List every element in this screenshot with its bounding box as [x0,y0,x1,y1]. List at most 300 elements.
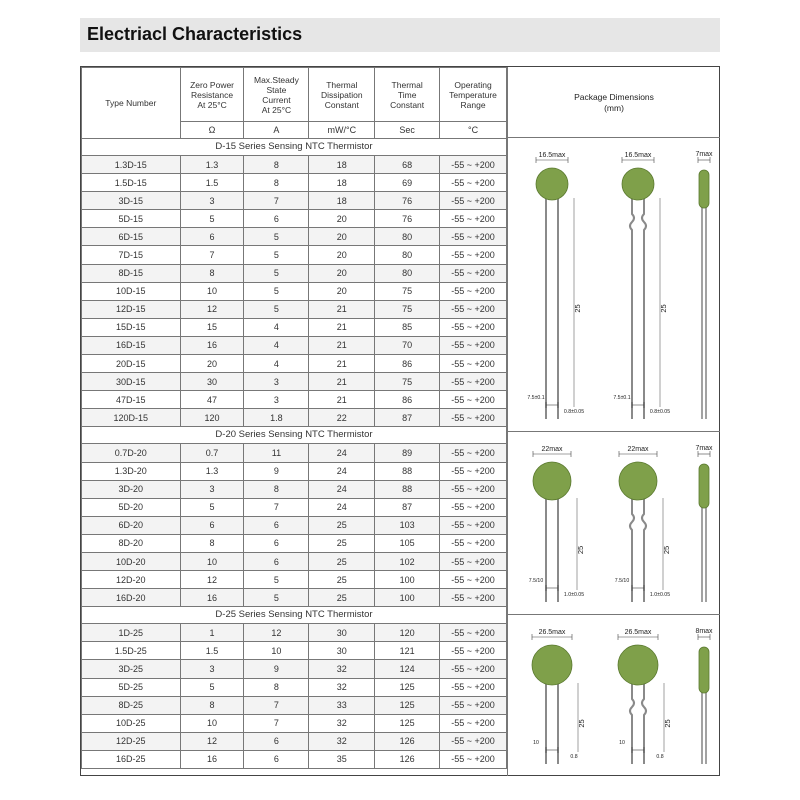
cell-max-current: 6 [244,750,309,768]
header-line: Constant [324,99,359,110]
cell-resistance: 12 [180,300,244,318]
cell-max-current: 6 [244,516,309,534]
cell-time-constant: 103 [375,516,440,534]
series-title: D-25 Series Sensing NTC Thermistor [82,607,507,624]
cell-time-constant: 85 [375,318,440,336]
cell-type-number: 3D-20 [82,480,181,498]
cell-dissipation: 21 [309,373,375,391]
cell-resistance: 30 [180,373,244,391]
cell-time-constant: 120 [375,624,440,642]
header-line: Constant [390,99,425,110]
cell-resistance: 15 [180,318,244,336]
cell-dissipation: 25 [309,571,375,589]
cell-type-number: 20D-15 [82,355,181,373]
cell-resistance: 8 [180,264,244,282]
cell-dissipation: 25 [309,516,375,534]
table-row [82,571,507,589]
cell-resistance: 20 [180,355,244,373]
cell-max-current: 5 [244,228,309,246]
cell-dissipation: 24 [309,444,375,462]
cell-time-constant: 88 [375,480,440,498]
table-row [82,300,507,318]
header-line: Package Dimensions [574,92,654,102]
cell-time-constant: 69 [375,174,440,192]
cell-time-constant: 87 [375,498,440,516]
header-line: At 25°C [261,104,292,115]
unit-ohm: Ω [180,122,244,139]
cell-operating-range: -55 ~ +200 [440,498,507,516]
cell-resistance: 5 [180,498,244,516]
cell-operating-range: -55 ~ +200 [440,750,507,768]
header-operating-range [440,68,507,122]
cell-operating-range: -55 ~ +200 [440,318,507,336]
cell-max-current: 7 [244,696,309,714]
table-row [82,642,507,660]
cell-time-constant: 80 [375,264,440,282]
cell-time-constant: 76 [375,192,440,210]
cell-time-constant: 88 [375,462,440,480]
header-line: Zero Power [190,79,235,90]
cell-operating-range: -55 ~ +200 [440,571,507,589]
cell-resistance: 0.7 [180,444,244,462]
cell-max-current: 6 [244,210,309,228]
lead-label: 0.8 [656,754,664,760]
cell-type-number: 30D-15 [82,373,181,391]
header-line: Temperature [449,89,497,100]
cell-operating-range: -55 ~ +200 [440,246,507,264]
pitch-label: 10 [619,740,625,746]
header-line: Resistance [191,89,234,100]
cell-time-constant: 70 [375,336,440,354]
unit-sec: Sec [375,122,440,139]
pitch-label: 7.5±0.1 [527,395,545,401]
cell-time-constant: 75 [375,282,440,300]
cell-type-number: 16D-20 [82,589,181,607]
cell-resistance: 16 [180,750,244,768]
table-row [82,336,507,354]
diameter-label: 22max [627,446,649,453]
thickness-label: 7max [695,445,713,452]
cell-operating-range: -55 ~ +200 [440,678,507,696]
cell-type-number: 5D-15 [82,210,181,228]
unit-amp: A [244,122,309,139]
table-row [82,264,507,282]
cell-dissipation: 32 [309,714,375,732]
table-row [82,516,507,534]
cell-time-constant: 68 [375,156,440,174]
cell-max-current: 10 [244,642,309,660]
table-row [82,373,507,391]
series-title-row [82,427,507,444]
cell-resistance: 120 [180,409,244,427]
cell-dissipation: 33 [309,696,375,714]
cell-type-number: 47D-15 [82,391,181,409]
cell-type-number: 10D-15 [82,282,181,300]
cell-operating-range: -55 ~ +200 [440,409,507,427]
table-row [82,498,507,516]
cell-dissipation: 32 [309,732,375,750]
spec-sheet [80,66,720,776]
cell-dissipation: 32 [309,678,375,696]
header-time-constant [375,68,440,122]
series-title-row [82,139,507,156]
cell-type-number: 6D-15 [82,228,181,246]
cell-time-constant: 87 [375,409,440,427]
thermistor-disc [622,168,654,200]
cell-time-constant: 80 [375,228,440,246]
cell-max-current: 5 [244,282,309,300]
cell-time-constant: 75 [375,300,440,318]
cell-operating-range: -55 ~ +200 [440,373,507,391]
cell-time-constant: 100 [375,589,440,607]
cell-resistance: 3 [180,480,244,498]
thickness-label: 8max [695,628,713,635]
cell-dissipation: 30 [309,642,375,660]
cell-dissipation: 35 [309,750,375,768]
cell-resistance: 12 [180,571,244,589]
cell-type-number: 8D-20 [82,534,181,552]
cell-operating-range: -55 ~ +200 [440,210,507,228]
header-line: Dissipation [321,89,363,100]
cell-operating-range: -55 ~ +200 [440,589,507,607]
cell-type-number: 1.5D-15 [82,174,181,192]
cell-max-current: 6 [244,552,309,570]
cell-time-constant: 125 [375,696,440,714]
cell-max-current: 7 [244,192,309,210]
cell-max-current: 5 [244,589,309,607]
cell-dissipation: 24 [309,480,375,498]
cell-operating-range: -55 ~ +200 [440,642,507,660]
table-row [82,156,507,174]
table-row [82,192,507,210]
cell-max-current: 5 [244,300,309,318]
pitch-label: 7.5±0.1 [613,395,631,401]
cell-type-number: 8D-25 [82,696,181,714]
cell-operating-range: -55 ~ +200 [440,480,507,498]
diameter-label: 16.5max [624,152,652,159]
cell-dissipation: 18 [309,156,375,174]
table-row [82,409,507,427]
cell-dissipation: 18 [309,192,375,210]
cell-max-current: 6 [244,534,309,552]
kinked-lead-wire [630,192,634,419]
package-dimensions-header [507,67,720,138]
height-label: 25 [663,719,672,728]
lead-label: 0.8±0.05 [563,409,585,415]
cell-resistance: 8 [180,534,244,552]
cell-type-number: 8D-15 [82,264,181,282]
cell-max-current: 4 [244,355,309,373]
cell-dissipation: 20 [309,264,375,282]
cell-resistance: 1.5 [180,642,244,660]
table-row [82,714,507,732]
cell-type-number: 6D-20 [82,516,181,534]
header-dissipation [309,68,375,122]
table-row [82,732,507,750]
cell-dissipation: 20 [309,210,375,228]
cell-operating-range: -55 ~ +200 [440,444,507,462]
lead-label: 0.8 [570,754,578,760]
package-svg [508,615,720,776]
cell-operating-range: -55 ~ +200 [440,264,507,282]
cell-time-constant: 75 [375,373,440,391]
cell-resistance: 6 [180,516,244,534]
table-row [82,210,507,228]
section-title: Electriacl Characteristics [87,24,303,44]
package-drawing-d25 [507,615,720,776]
header-line: Time [397,89,417,100]
header-line: Thermal [391,79,423,90]
header-line: Operating [454,79,492,90]
thermistor-disc [618,645,658,685]
cell-dissipation: 21 [309,300,375,318]
cell-max-current: 8 [244,480,309,498]
cell-time-constant: 105 [375,534,440,552]
cell-resistance: 10 [180,714,244,732]
header-line: Range [460,99,486,110]
lead-label: 1.0±0.05 [649,592,671,598]
cell-operating-range: -55 ~ +200 [440,192,507,210]
cell-dissipation: 20 [309,246,375,264]
cell-type-number: 3D-25 [82,660,181,678]
cell-max-current: 4 [244,336,309,354]
cell-max-current: 7 [244,498,309,516]
cell-resistance: 12 [180,732,244,750]
package-drawing-d20 [507,432,720,615]
table-row [82,318,507,336]
thermistor-side-view [699,170,709,208]
cell-type-number: 1.3D-20 [82,462,181,480]
cell-operating-range: -55 ~ +200 [440,174,507,192]
cell-time-constant: 80 [375,246,440,264]
table-row [82,444,507,462]
diameter-label: 16.5max [538,152,566,159]
table-row [82,589,507,607]
table-row [82,696,507,714]
characteristics-table [81,67,507,769]
cell-operating-range: -55 ~ +200 [440,391,507,409]
table-row [82,391,507,409]
cell-dissipation: 20 [309,228,375,246]
table-row [82,534,507,552]
diameter-label: 22max [541,446,563,453]
thermistor-disc [532,645,572,685]
cell-type-number: 12D-20 [82,571,181,589]
cell-type-number: 1.3D-15 [82,156,181,174]
thermistor-disc [619,462,657,500]
table-row [82,660,507,678]
cell-time-constant: 86 [375,391,440,409]
cell-type-number: 12D-25 [82,732,181,750]
thermistor-disc [536,168,568,200]
cell-type-number: 16D-25 [82,750,181,768]
table-row [82,678,507,696]
cell-type-number: 1D-25 [82,624,181,642]
cell-type-number: 12D-15 [82,300,181,318]
cell-time-constant: 125 [375,678,440,696]
pitch-label: 10 [533,740,539,746]
header-line: Max.Steady [253,74,299,85]
cell-operating-range: -55 ~ +200 [440,462,507,480]
pitch-label: 7.5/10 [614,578,630,584]
cell-type-number: 15D-15 [82,318,181,336]
cell-type-number: 10D-20 [82,552,181,570]
cell-max-current: 8 [244,678,309,696]
cell-max-current: 5 [244,571,309,589]
table-row [82,355,507,373]
cell-resistance: 5 [180,678,244,696]
height-label: 25 [659,304,668,313]
table-row [82,462,507,480]
cell-max-current: 9 [244,462,309,480]
series-title: D-15 Series Sensing NTC Thermistor [82,139,507,156]
cell-type-number: 5D-20 [82,498,181,516]
cell-max-current: 8 [244,156,309,174]
section-title-bar [80,18,720,52]
cell-operating-range: -55 ~ +200 [440,732,507,750]
cell-resistance: 10 [180,552,244,570]
cell-resistance: 3 [180,192,244,210]
cell-type-number: 10D-25 [82,714,181,732]
package-svg [508,138,720,431]
header-zero-power [180,68,244,122]
cell-resistance: 47 [180,391,244,409]
cell-dissipation: 24 [309,498,375,516]
height-label: 25 [576,545,585,555]
cell-max-current: 9 [244,660,309,678]
cell-dissipation: 25 [309,534,375,552]
header-line: Current [262,94,291,105]
package-drawing-d15 [507,138,720,432]
cell-operating-range: -55 ~ +200 [440,228,507,246]
pitch-label: 7.5/10 [528,578,544,584]
cell-resistance: 1 [180,624,244,642]
thermistor-disc [533,462,571,500]
series-title-row [82,607,507,624]
cell-dissipation: 32 [309,660,375,678]
cell-operating-range: -55 ~ +200 [440,516,507,534]
cell-time-constant: 76 [375,210,440,228]
cell-resistance: 16 [180,589,244,607]
cell-operating-range: -55 ~ +200 [440,552,507,570]
header-type-number: Type Number [82,68,181,139]
cell-max-current: 12 [244,624,309,642]
cell-type-number: 7D-15 [82,246,181,264]
diameter-label: 26.5max [624,629,652,636]
height-label: 25 [573,304,582,313]
cell-dissipation: 24 [309,462,375,480]
cell-dissipation: 30 [309,624,375,642]
cell-operating-range: -55 ~ +200 [440,660,507,678]
cell-max-current: 1.8 [244,409,309,427]
cell-type-number: 5D-25 [82,678,181,696]
header-max-current [244,68,309,122]
cell-resistance: 1.3 [180,462,244,480]
table-row [82,282,507,300]
header-line: At 25°C [197,99,227,110]
table-row [82,174,507,192]
height-label: 25 [577,719,586,728]
cell-max-current: 5 [244,246,309,264]
cell-time-constant: 125 [375,714,440,732]
cell-max-current: 3 [244,391,309,409]
cell-dissipation: 25 [309,552,375,570]
cell-dissipation: 21 [309,355,375,373]
thermistor-side-view [699,647,709,693]
cell-resistance: 7 [180,246,244,264]
cell-operating-range: -55 ~ +200 [440,282,507,300]
thermistor-side-view [699,464,709,508]
cell-resistance: 1.5 [180,174,244,192]
cell-time-constant: 100 [375,571,440,589]
cell-dissipation: 22 [309,409,375,427]
cell-operating-range: -55 ~ +200 [440,336,507,354]
cell-resistance: 6 [180,228,244,246]
table-row [82,246,507,264]
cell-time-constant: 102 [375,552,440,570]
table-row [82,552,507,570]
header-line: (mm) [604,103,624,113]
table-row [82,228,507,246]
cell-max-current: 4 [244,318,309,336]
cell-max-current: 3 [244,373,309,391]
cell-type-number: 1.5D-25 [82,642,181,660]
cell-operating-range: -55 ~ +200 [440,696,507,714]
cell-operating-range: -55 ~ +200 [440,624,507,642]
thickness-label: 7max [695,151,713,158]
cell-type-number: 0.7D-20 [82,444,181,462]
cell-resistance: 8 [180,696,244,714]
cell-max-current: 5 [244,264,309,282]
cell-resistance: 1.3 [180,156,244,174]
cell-operating-range: -55 ~ +200 [440,355,507,373]
cell-resistance: 5 [180,210,244,228]
cell-dissipation: 18 [309,174,375,192]
cell-type-number: 3D-15 [82,192,181,210]
cell-operating-range: -55 ~ +200 [440,156,507,174]
height-label: 25 [662,545,671,555]
cell-time-constant: 89 [375,444,440,462]
table-header-row [82,68,507,122]
cell-time-constant: 86 [375,355,440,373]
package-svg [508,432,720,614]
cell-max-current: 11 [244,444,309,462]
cell-time-constant: 121 [375,642,440,660]
cell-resistance: 10 [180,282,244,300]
cell-max-current: 7 [244,714,309,732]
cell-max-current: 8 [244,174,309,192]
table-row [82,624,507,642]
cell-dissipation: 20 [309,282,375,300]
cell-resistance: 16 [180,336,244,354]
lead-label: 1.0±0.05 [563,592,585,598]
unit-mw-per-c: mW/°C [309,122,375,139]
cell-operating-range: -55 ~ +200 [440,300,507,318]
cell-operating-range: -55 ~ +200 [440,534,507,552]
table-row [82,750,507,768]
cell-type-number: 120D-15 [82,409,181,427]
cell-resistance: 3 [180,660,244,678]
cell-operating-range: -55 ~ +200 [440,714,507,732]
lead-label: 0.8±0.05 [649,409,671,415]
cell-time-constant: 124 [375,660,440,678]
header-line: Thermal [326,79,358,90]
cell-dissipation: 21 [309,336,375,354]
unit-celsius: °C [440,122,507,139]
cell-dissipation: 21 [309,318,375,336]
cell-time-constant: 126 [375,750,440,768]
cell-type-number: 16D-15 [82,336,181,354]
